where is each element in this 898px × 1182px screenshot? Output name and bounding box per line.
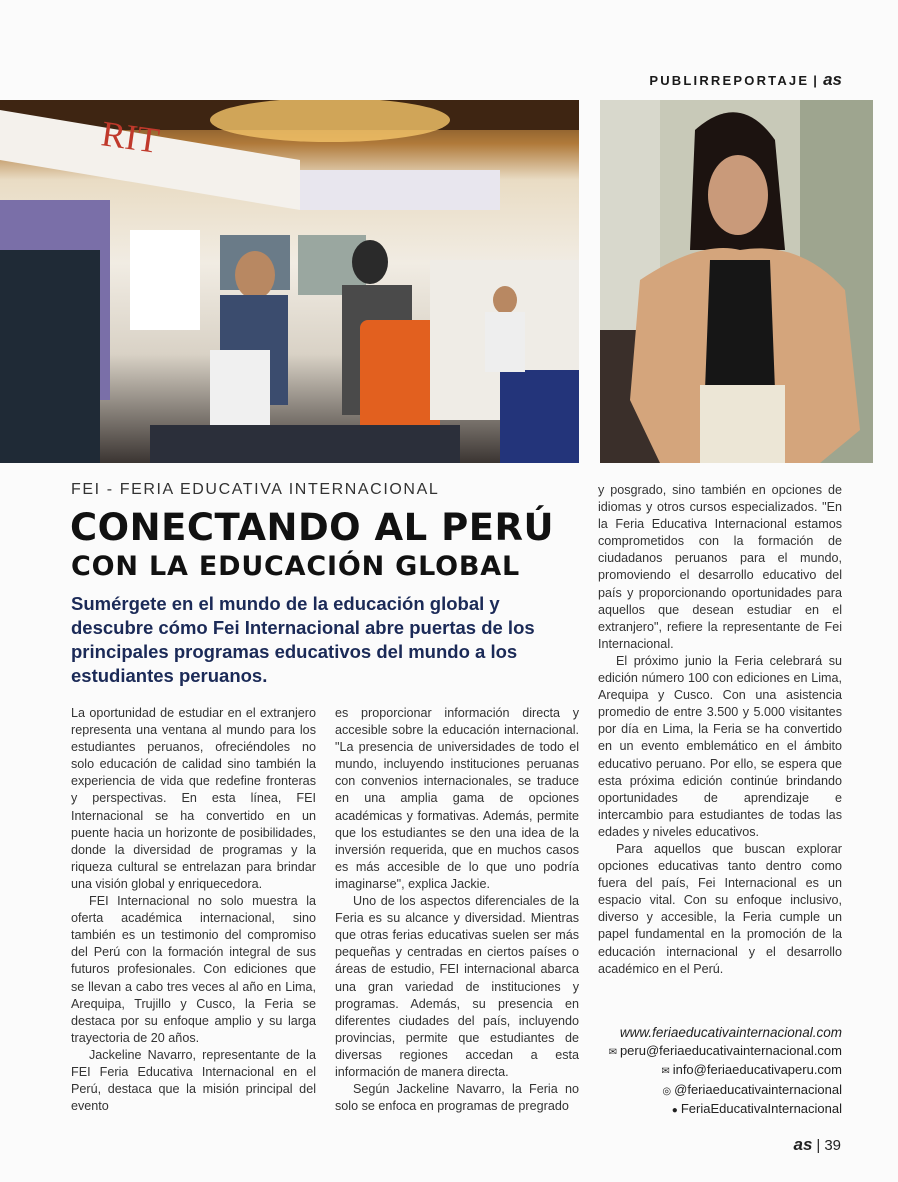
section-header — [649, 70, 842, 90]
page-folio — [793, 1135, 841, 1155]
body-column-3 — [598, 482, 842, 978]
header-separator: | — [813, 73, 820, 88]
paragraph: Jackeline Navarro, representante de la FEI Feria Educativa Internacional en el Perú, destaca que la misión principal del evento — [71, 1047, 316, 1114]
fair-photo-illustration — [0, 100, 579, 463]
facebook-icon: ● — [671, 1105, 678, 1116]
email-line-2 — [609, 1061, 842, 1081]
kicker: FEI - FERIA EDUCATIVA INTERNACIONAL — [71, 481, 440, 498]
headline-line-2: CON LA EDUCACIÓN GLOBAL — [71, 551, 521, 582]
email-line-1 — [609, 1042, 842, 1062]
email-link[interactable]: peru@feriaeducativainternacional.com — [619, 1042, 842, 1058]
paragraph: es proporcionar información directa y accesible sobre la educación internacional. "La presencia de universidades de todo el mundo, incluyendo instituciones peruanas con convenios internacionales, se traduce en una amplia gama de opciones académicas y formativas. Además, permite que los estudiantes se den una idea de la inversión requerida, que en muchos casos es más accesible de lo que uno podría imaginarse", explica Jackie. — [335, 706, 579, 891]
contact-block — [609, 1024, 842, 1120]
envelope-icon: ✉ — [608, 1046, 617, 1058]
headline: CONECTANDO AL PERÚ — [70, 506, 555, 549]
instagram-icon: ◎ — [662, 1085, 672, 1097]
portrait-illustration — [600, 100, 873, 463]
instagram-line — [609, 1081, 842, 1101]
website-link[interactable]: www.feriaeducativainternacional.com — [619, 1025, 842, 1040]
page-number: 39 — [824, 1137, 841, 1154]
svg-text:RIT: RIT — [98, 113, 162, 161]
magazine-logo: as — [823, 70, 842, 89]
body-column-1 — [71, 705, 316, 1115]
paragraph: El próximo junio la Feria celebrará su edición número 100 con ediciones en Lima, Arequipa y Cusco. Con una asistencia promedio de entre 3.500 y 5.000 visitantes por día en Lima, la Feria se ha convertido en un evento emblemático en el ámbito educativo peruano. Por ello, se espera que esta próxima edición continúe brindando oportunidades de aprendizaje e intercambio para estudiantes de todas las edades y niveles educativos. — [598, 653, 842, 839]
envelope-icon: ✉ — [661, 1066, 670, 1077]
portrait-photo — [600, 100, 873, 463]
paragraph: Uno de los aspectos diferenciales de la Feria es su alcance y diversidad. Mientras que otras ferias educativas suelen ser más pequeñas y centradas en ciertos países o áreas de estudio, FEI internacional abarca una gran variedad de instituciones y programas. Además, su presencia en diferentes ciudades del país, incluyendo provincias, permite que estudiantes de diversas regiones accedan a esta información de manera directa. — [335, 894, 579, 1079]
fair-photo — [0, 100, 579, 463]
body-column-2 — [335, 705, 579, 1115]
paragraph: Para aquellos que buscan explorar opciones educativas tanto dentro como fuera del país, Fei Internacional es un espacio vital. Con su enfoque inclusivo, diverso y accesible, la Feria cumple un papel fundamental en la promoción de la educación internacional y el desarrollo académico en el Perú. — [598, 841, 842, 976]
facebook-handle[interactable]: FeriaEducativaInternacional — [680, 1101, 842, 1116]
folio-separator: | — [816, 1137, 821, 1154]
instagram-handle[interactable]: @feriaeducativainternacional — [674, 1081, 842, 1097]
folio-logo: as — [793, 1135, 813, 1154]
paragraph: FEI Internacional no solo muestra la oferta académica internacional, sino también es un testimonio del compromiso del Perú con la formación integral de sus futuros profesionales. Con ediciones que se llevan a cabo tres veces al año en Lima, Arequipa, Trujillo y Cusco, la Feria se destaca por su enfoque amplio y su larga trayectoria de 20 años. — [71, 894, 316, 1045]
paragraph: Según Jackeline Navarro, la Feria no solo se enfoca en programas de pregrado — [335, 1082, 579, 1114]
paragraph: y posgrado, sino también en opciones de idiomas y otros cursos especializados. "En la Feria Educativa Internacional estamos comprometidos con la formación de ciudadanos peruanos para el mundo, promoviendo el desarrollo educativo del país y proporcionando oportunidades para aquellos que desean estudiar en el extranjero", refiere la representante de Fei Internacional. — [598, 483, 842, 651]
section-label: PUBLIRREPORTAJE — [649, 73, 810, 88]
facebook-line — [609, 1100, 842, 1120]
email-link[interactable]: info@feriaeducativaperu.com — [672, 1062, 842, 1077]
lead-paragraph: Sumérgete en el mundo de la educación global y descubre cómo Fei Internacional abre puertas de los principales programas educativos del mundo a los estudiantes peruanos. — [71, 593, 535, 686]
paragraph: La oportunidad de estudiar en el extranjero representa una ventana al mundo para los estudiantes peruanos, ofreciéndoles no solo educación de calidad sino también la experiencia de vida que redefine fronteras y perspectivas. En esta línea, FEI Internacional se ha convertido en un puente hacia un horizonte de posibilidades, donde la diversidad de programas y la riqueza cultural se entrelazan para brindar una visión global y enriquecedora. — [71, 706, 316, 891]
